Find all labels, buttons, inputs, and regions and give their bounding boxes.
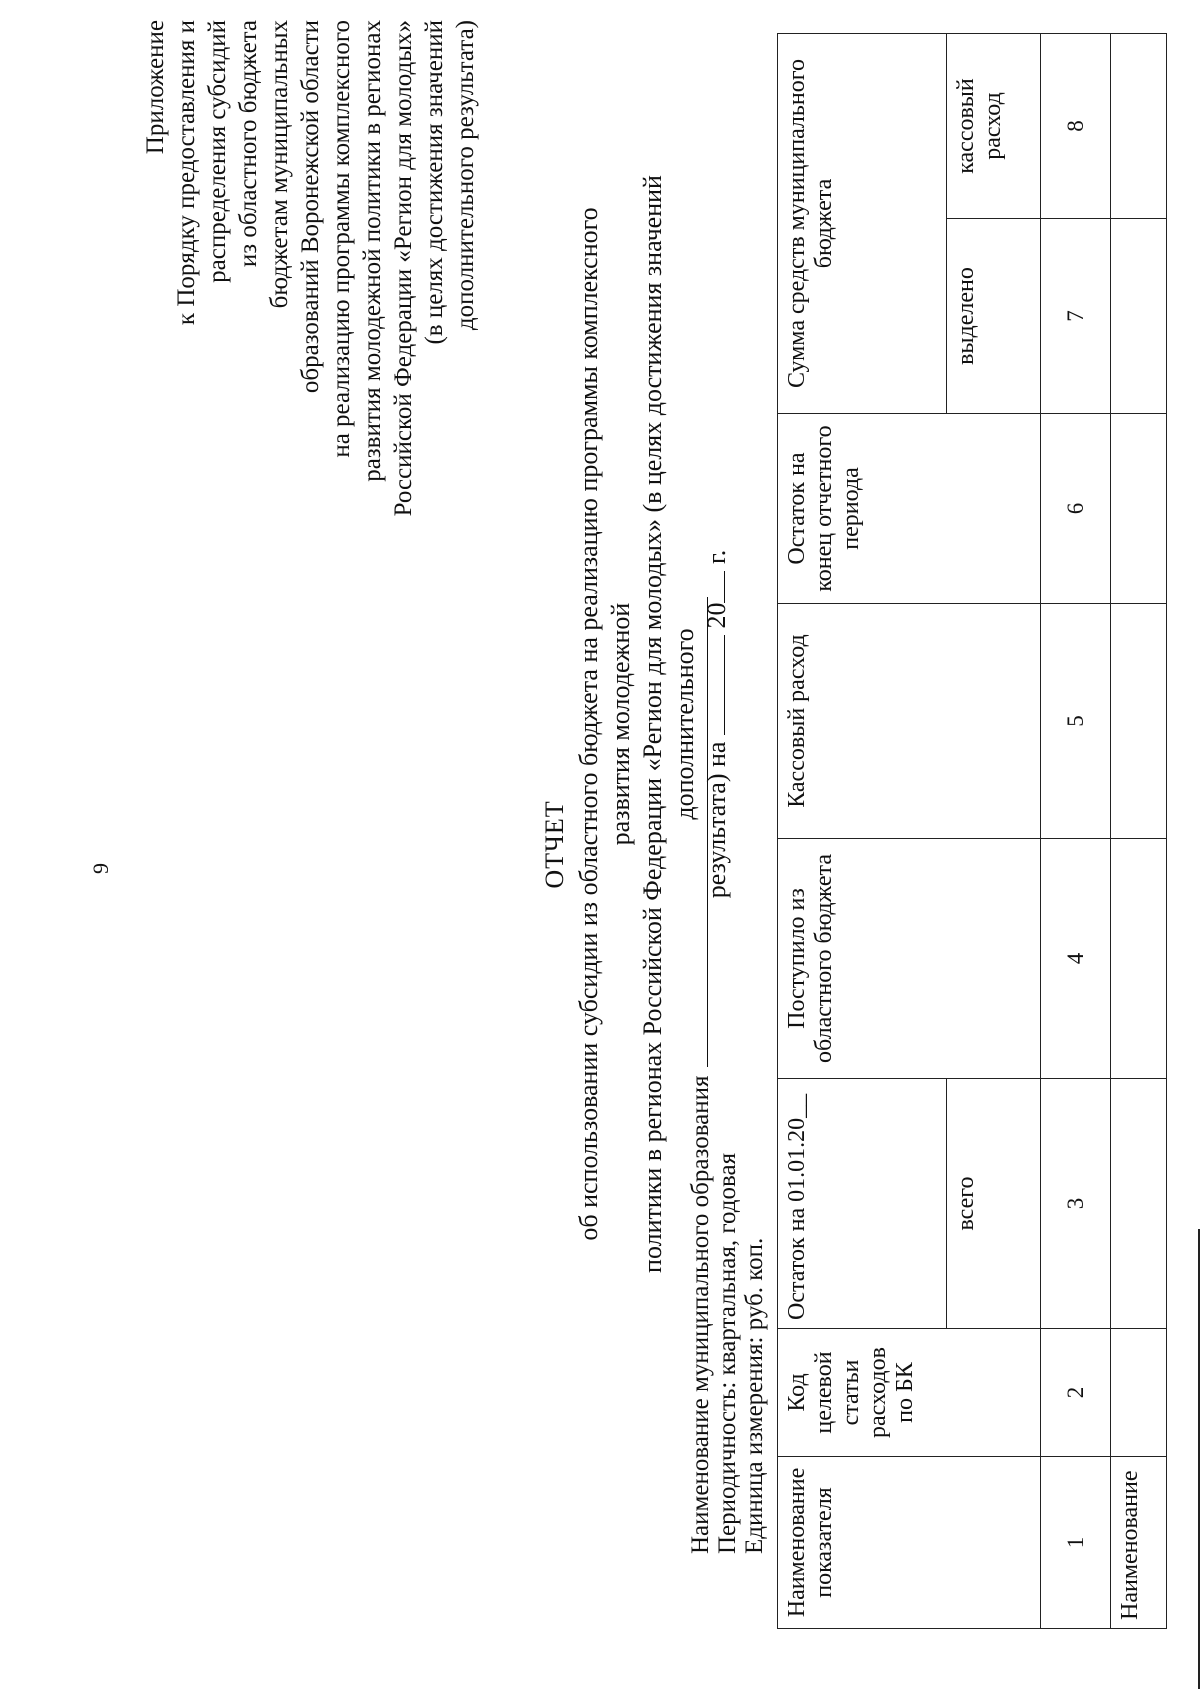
municipality-label: Наименование муниципального образования <box>687 1075 714 1554</box>
table-cell[interactable] <box>1110 414 1166 604</box>
table-cell[interactable] <box>1110 219 1166 414</box>
table-cell[interactable] <box>1110 34 1166 219</box>
header-indicator-name: Наименование показателя <box>778 1457 1041 1629</box>
appendix-line: из областного бюджета <box>235 20 262 268</box>
header-balance-end: Остаток на конец отчетного периода <box>778 414 1041 604</box>
column-number: 8 <box>1040 34 1110 219</box>
column-number: 5 <box>1040 604 1110 839</box>
table-number-row <box>1040 34 1110 1629</box>
report-subtitle-line: об использовании субсидии из областного бюджета на реализацию программы комплексного развития молодежной <box>574 207 635 1241</box>
report-table <box>777 33 1167 1629</box>
column-number: 2 <box>1040 1329 1110 1457</box>
header-municipal-funds: Сумма средств муниципального бюджета <box>778 34 947 414</box>
page-number: 9 <box>88 863 113 874</box>
appendix-line: бюджетам муниципальных <box>266 20 293 309</box>
table-row <box>1110 34 1166 1629</box>
header-allocated: выделено <box>946 219 1040 414</box>
appendix-line: образований Воронежской области <box>297 20 324 394</box>
unit-text: Единица измерения: руб. коп. <box>741 1237 768 1554</box>
header-target-code: Код целевой статьи расходов по БК <box>778 1329 1041 1457</box>
municipality-row <box>685 554 714 1554</box>
header-received: Поступило из областного бюджета <box>778 839 1041 1079</box>
header-balance-start: Остаток на 01.01.20__ <box>778 1079 947 1329</box>
table-header-row <box>778 34 947 1629</box>
municipality-blank[interactable] <box>685 597 708 1067</box>
appendix-line: распределения субсидий <box>204 20 231 283</box>
column-number: 3 <box>1040 1079 1110 1329</box>
report-year-prefix: 20 <box>702 602 731 629</box>
appendix-line: на реализацию программы комплексного <box>328 20 355 458</box>
header-cash-expense: Кассовый расход <box>778 604 1041 839</box>
appendix-line: Российской Федерации «Регион для молодых» <box>390 20 417 517</box>
appendix-line: развития молодежной политики в регионах <box>359 20 386 482</box>
report-title: ОТЧЕТ <box>540 800 569 889</box>
report-subtitle-line: политики в регионах Российской Федерации «Регион для молодых» (в целях достижения значений дополнительного <box>638 175 699 1273</box>
table-cell[interactable] <box>1110 604 1166 839</box>
row-label: Наименование <box>1110 1457 1166 1629</box>
appendix-line: к Порядку предоставления и <box>173 20 200 326</box>
appendix-block <box>140 20 481 740</box>
column-number: 1 <box>1040 1457 1110 1629</box>
report-meta <box>685 554 768 1554</box>
table-cell[interactable] <box>1110 1329 1166 1457</box>
table-cell[interactable] <box>1110 1079 1166 1329</box>
table-cell[interactable] <box>1110 839 1166 1079</box>
appendix-line: Приложение <box>142 20 169 155</box>
column-number: 6 <box>1040 414 1110 604</box>
column-number: 4 <box>1040 839 1110 1079</box>
column-number: 7 <box>1040 219 1110 414</box>
appendix-line: дополнительного результата) <box>452 20 479 331</box>
periodicity-text: Периодичность: квартальная, годовая <box>714 1152 741 1554</box>
appendix-line: (в целях достижения значений <box>421 20 448 345</box>
report-year-suffix: г. <box>702 549 731 565</box>
report-date-prefix: результата) на <box>702 741 731 899</box>
header-balance-total: всего <box>946 1079 1040 1329</box>
header-municipal-cash-expense: кассовый расход <box>946 34 1040 219</box>
